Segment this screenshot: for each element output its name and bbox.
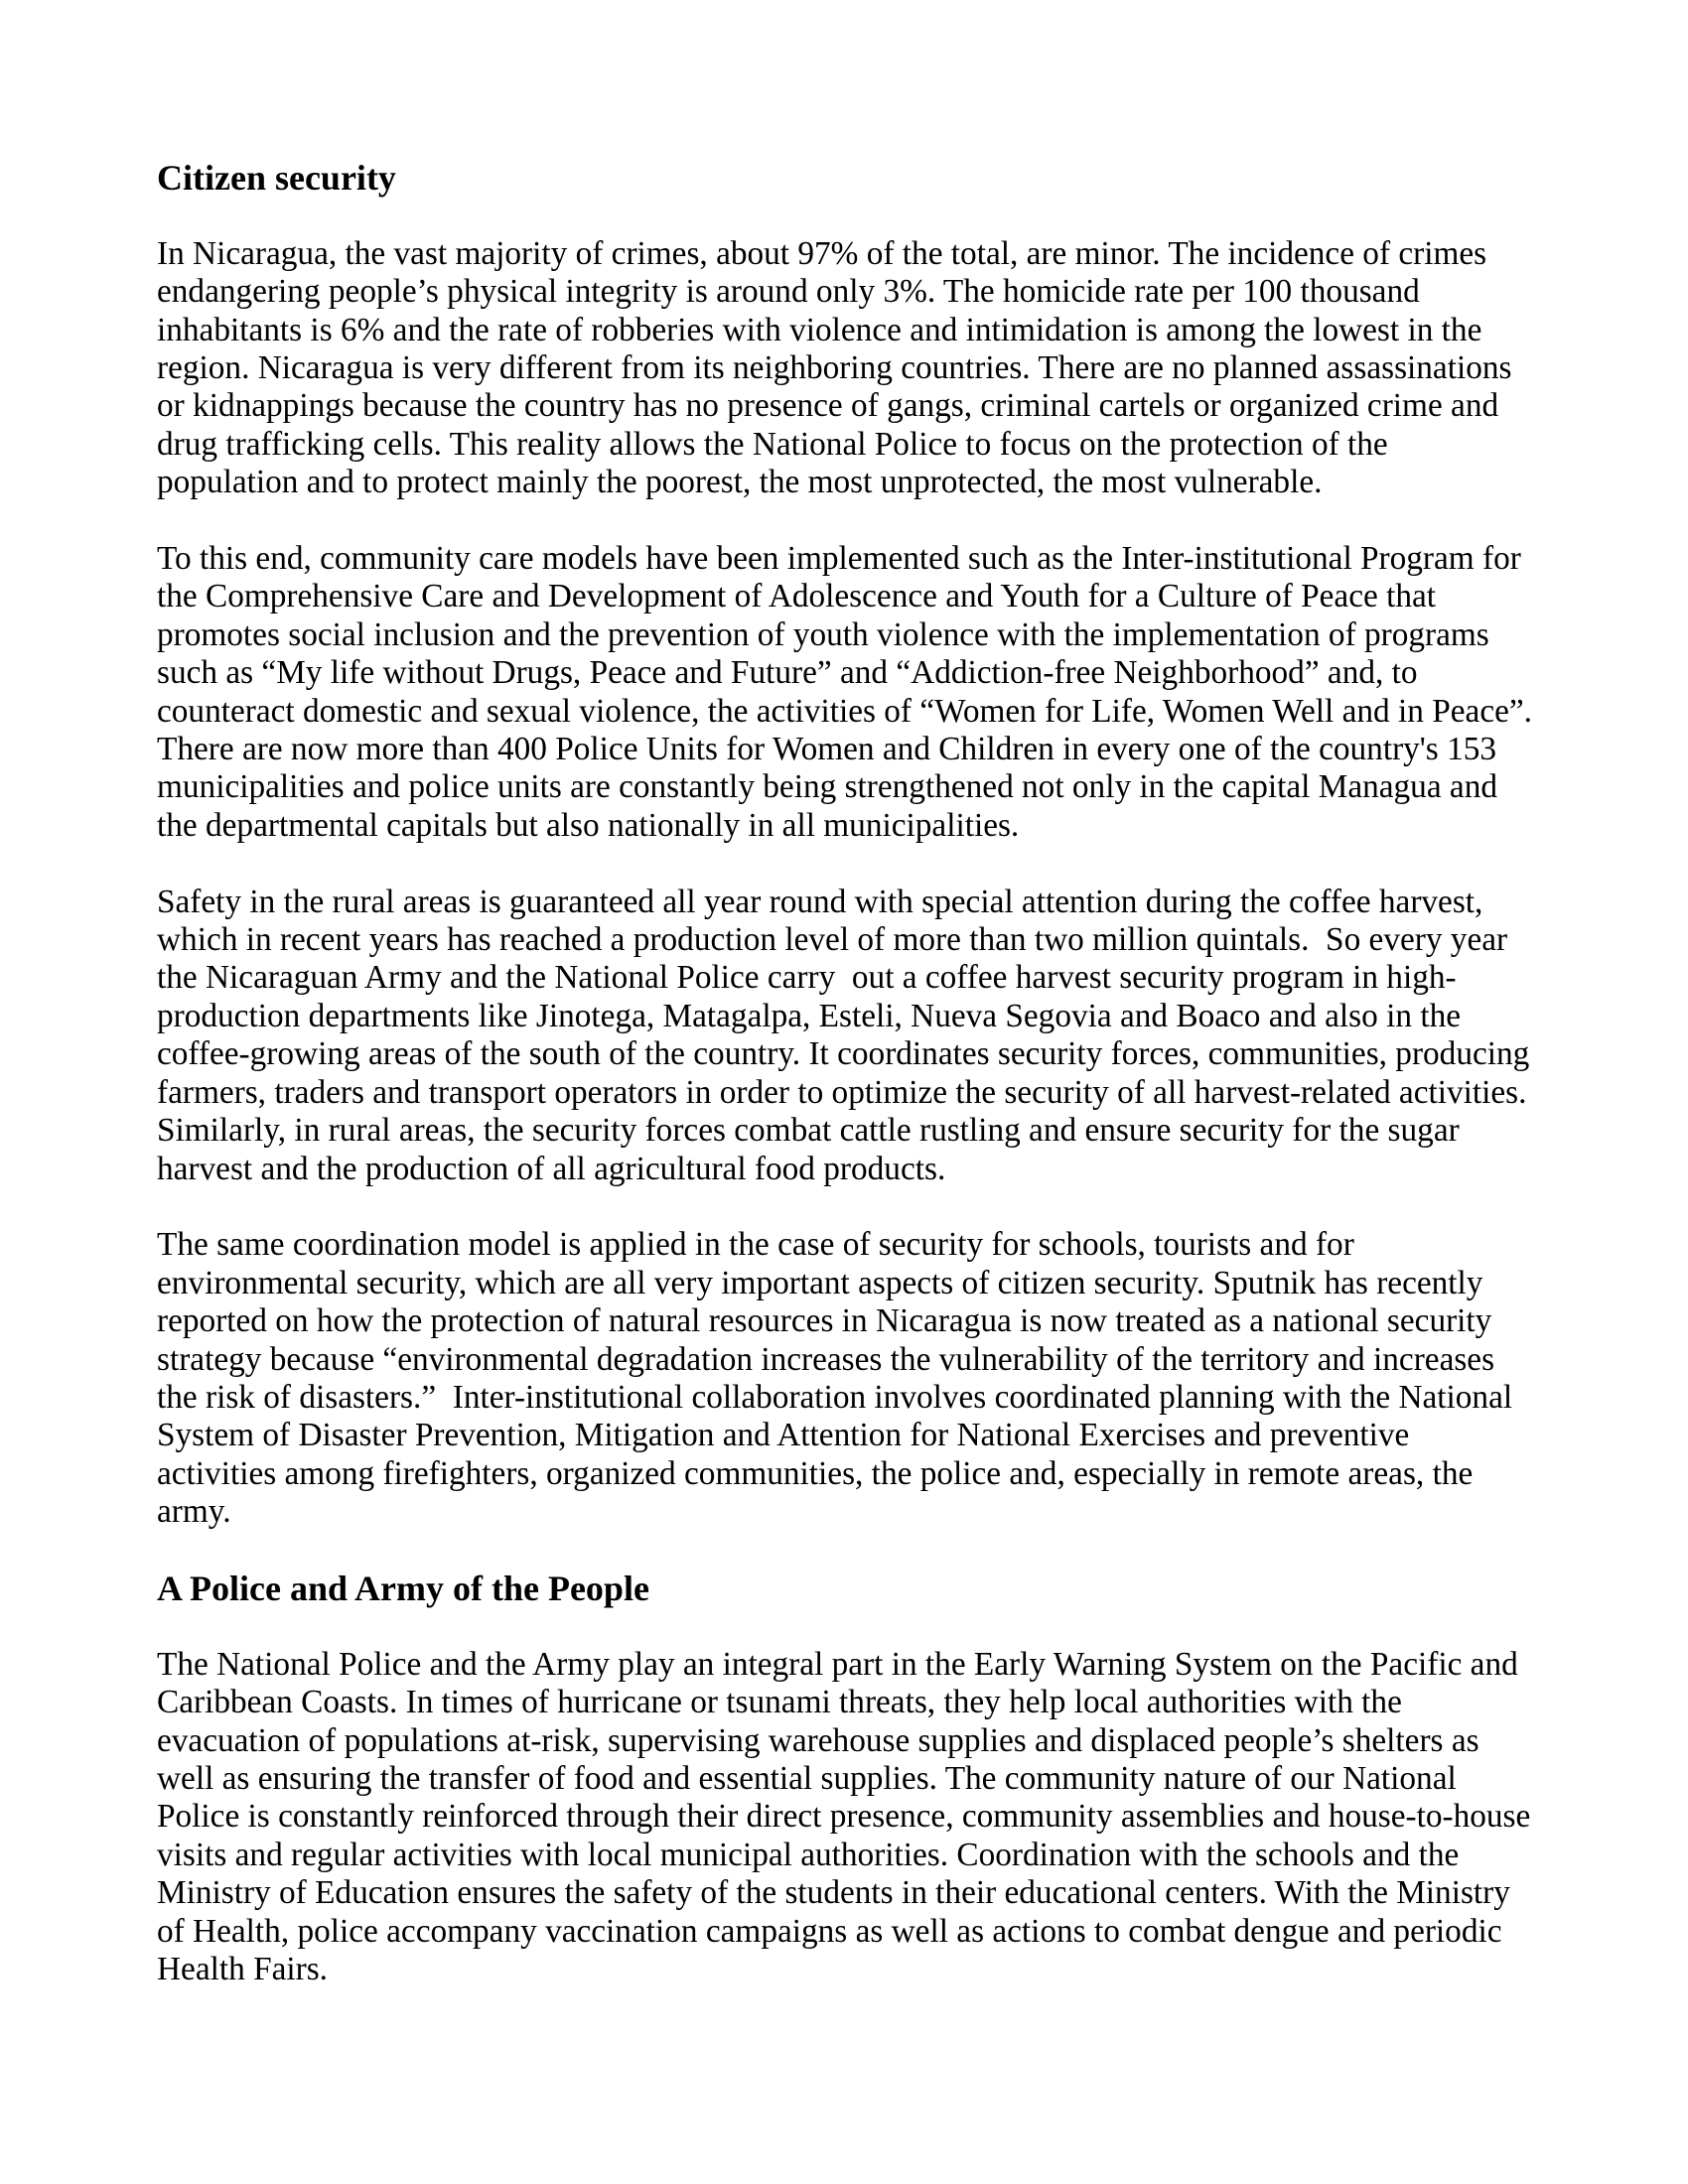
- paragraph-coordination-model: The same coordination model is applied in the case of security for schools, tourists and for environmental security, which are all very important aspects of citizen security. Sputnik has recently reported on how the protection of natural resources in Nicaragua is now treated as a national security strategy because “environmental degradation increases the vulnerability of the territory and increases the risk of disasters.” Inter-institutional collaboration involves coordinated planning with the National System of Disaster Prevention, Mitigation and Attention for National Exercises and preventive activities among firefighters, organized communities, the police and, especially in remote areas, the army.: [157, 1226, 1521, 1531]
- heading-police-army-of-people: A Police and Army of the People: [157, 1568, 649, 1608]
- paragraph-early-warning-system: The National Police and the Army play an integral part in the Early Warning System on the Pacific and Caribbean Coasts. In times of hurricane or tsunami threats, they help local authorities with the evacuation of populations at-risk, supervising warehouse supplies and displaced people’s shelters as well as ensuring the transfer of food and essential supplies. The community nature of our National Police is constantly reinforced through their direct presence, community assemblies and house-to-house visits and regular activities with local municipal authorities. Coordination with the schools and the Ministry of Education ensures the safety of the students in their educational centers. With the Ministry of Health, police accompany vaccination campaigns as well as actions to combat dengue and periodic Health Fairs.: [157, 1645, 1539, 1987]
- paragraph-crime-statistics: In Nicaragua, the vast majority of crimes, about 97% of the total, are minor. The incidence of crimes endangering people’s physical integrity is around only 3%. The homicide rate per 100 thousand inhabitants is 6% and the rate of robberies with violence and intimidation is among the lowest in the region. Nicaragua is very different from its neighboring countries. There are no planned assassinations or kidnappings because the country has no presence of gangs, criminal cartels or organized crime and drug trafficking cells. This reality allows the National Police to focus on the protection of the population and to protect mainly the poorest, the most unprotected, the most vulnerable.: [157, 234, 1520, 501]
- paragraph-rural-safety: Safety in the rural areas is guaranteed all year round with special attention during the coffee harvest, which in recent years has reached a production level of more than two million quintals. So every year the Nicaraguan Army and the National Police carry out a coffee harvest security program in high-production departments like Jinotega, Matagalpa, Esteli, Nueva Segovia and Boaco and also in the coffee-growing areas of the south of the country. It coordinates security forces, communities, producing farmers, traders and transport operators in order to optimize the security of all harvest-related activities. Similarly, in rural areas, the security forces combat cattle rustling and ensure security for the sugar harvest and the production of all agricultural food products.: [157, 883, 1538, 1187]
- paragraph-community-care-models: To this end, community care models have been implemented such as the Inter-institutional Program for the Comprehensive Care and Development of Adolescence and Youth for a Culture of Peace that promotes social inclusion and the prevention of youth violence with the implementation of programs such as “My life without Drugs, Peace and Future” and “Addiction-free Neighborhood” and, to counteract domestic and sexual violence, the activities of “Women for Life, Women Well and in Peace”. There are now more than 400 Police Units for Women and Children in every one of the country's 153 municipalities and police units are constantly being strengthened not only in the capital Managua and the departmental capitals but also nationally in all municipalities.: [157, 540, 1540, 844]
- heading-citizen-security: Citizen security: [157, 158, 396, 198]
